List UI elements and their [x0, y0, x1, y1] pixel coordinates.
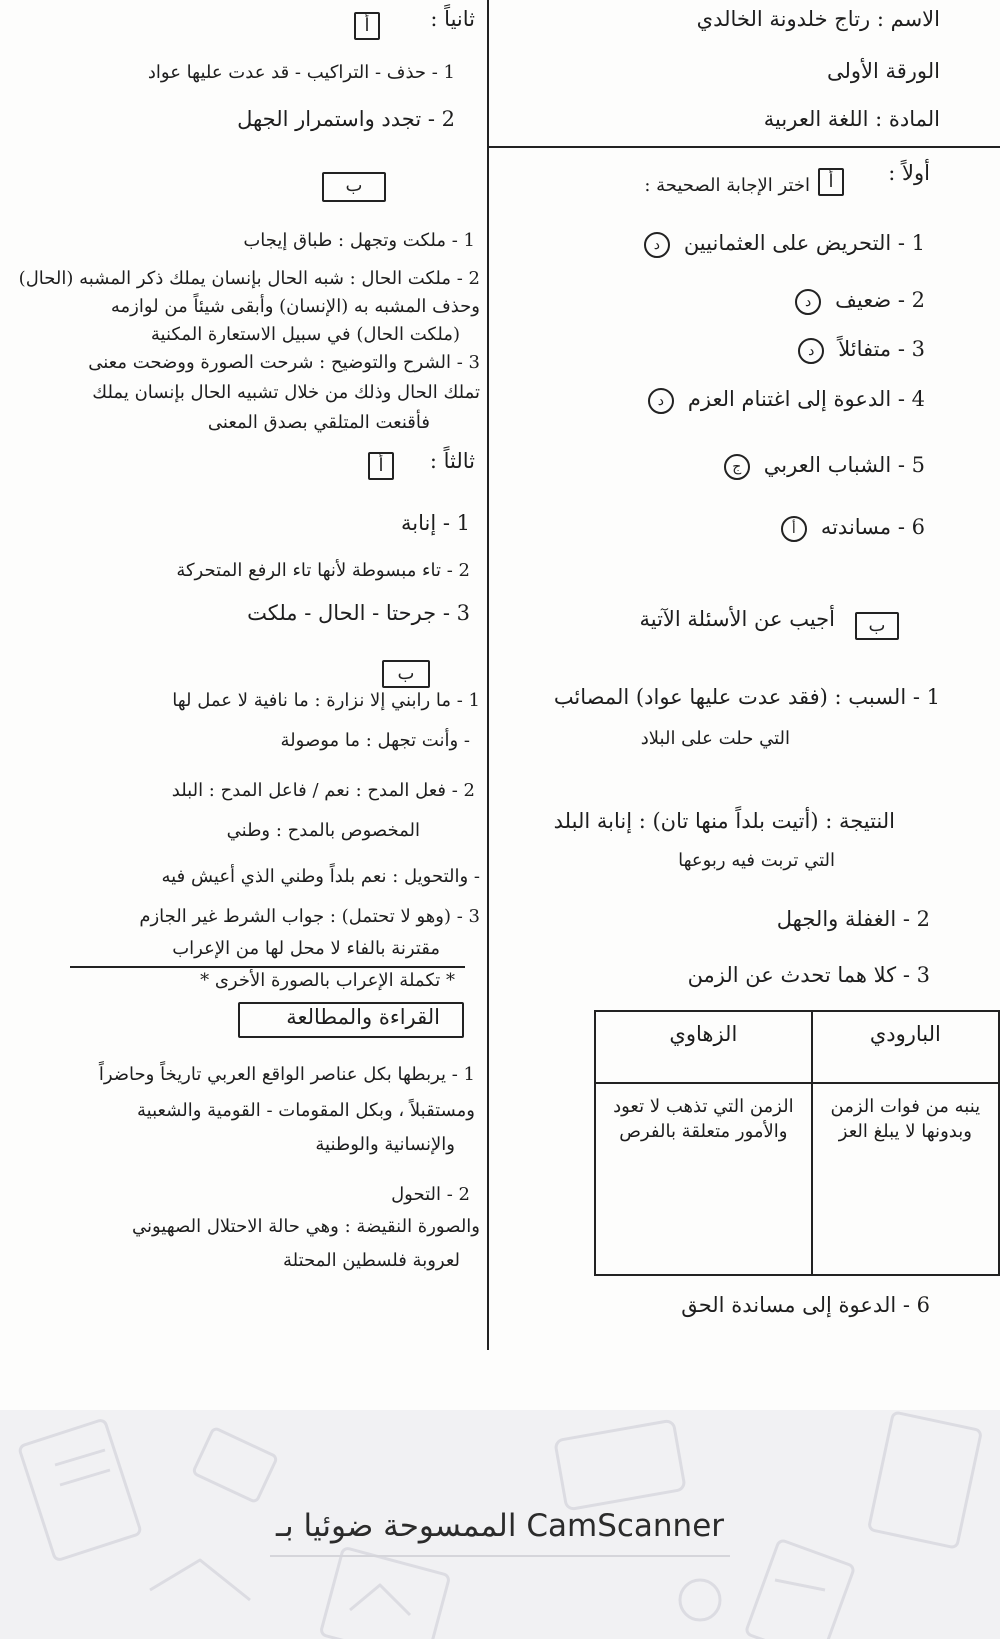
parsing-3-line2: مقترنة بالفاء لا محل لها من الإعراب [172, 938, 440, 959]
reading-title: القراءة والمطالعة [286, 1005, 440, 1029]
paper-label: الورقة الأولى [826, 59, 940, 83]
subject-label: المادة : اللغة العربية [763, 107, 940, 131]
rhetoric-3-line2: تملك الحال وذلك من خلال تشبيه الحال بإنسان يملك [92, 382, 480, 403]
section-marker-b: ب [855, 612, 899, 640]
answer-6: 6 - الدعوة إلى مساندة الحق [681, 1293, 930, 1317]
header-divider [487, 146, 1000, 148]
answer-1-result-cont: التي تربت فيه ربوعها [678, 850, 835, 871]
parsing-note: * تكملة الإعراب بالصورة الأخرى * [200, 970, 455, 991]
student-name: الاسم : رتاج خلدونة الخالدي [696, 7, 940, 31]
mcq-answer-5 [724, 452, 925, 480]
table-header-row [595, 1011, 999, 1083]
section-marker-b3: ب [382, 660, 430, 688]
mcq-text: 5 - الشباب العربي [763, 453, 925, 477]
table-cell: ينبه من فوات الزمن وبدونها لا يبلغ العز [812, 1083, 999, 1275]
center-divider [487, 0, 489, 1350]
answer-2: 2 - الغفلة والجهل [776, 907, 930, 931]
reading-2-line2: والصورة النقيضة : وهي حالة الاحتلال الصهيوني [131, 1216, 480, 1237]
mcq-answer-6 [781, 514, 925, 542]
camscanner-footer [0, 1410, 1000, 1639]
rhetoric-3-line3: فأقنعت المتلقي بصدق المعنى [207, 412, 430, 433]
table-header-cell: البارودي [812, 1011, 999, 1083]
choice-circle: د [644, 232, 670, 258]
choice-circle: د [798, 338, 824, 364]
mcq-answer-4 [648, 386, 925, 414]
reading-2-line1: 2 - التحول [391, 1184, 470, 1205]
choice-circle: د [795, 289, 821, 315]
table-cell: الزمن التي تذهب لا تعود والأمور متعلقة بالفرص [595, 1083, 812, 1275]
rhetoric-3-line1: 3 - الشرح والتوضيح : شرحت الصورة ووضحت معنى [88, 352, 480, 373]
parsing-3-line1: 3 - (وهو لا تحتمل) : جواب الشرط غير الجازم [139, 906, 480, 927]
reading-1-line2: ومستقبلاً ، وبكل المقومات - القومية والشعبية [136, 1100, 475, 1121]
parsing-1-line1: 1 - ما رابني إلا نزارة : ما نافية لا عمل لها [172, 690, 480, 711]
section-marker-a2: أ [354, 12, 380, 40]
rhetoric-2-line1: 2 - ملكت الحال : شبه الحال بإنسان يملك ذكر المشبه (الحال) [18, 268, 480, 289]
answer-1-cause: 1 - السبب : (فقد عدت عليها عواد) المصائب [553, 685, 940, 709]
comparison-table [594, 1010, 1000, 1276]
grammar-3: 3 - جرحتا - الحال - ملكت [247, 601, 470, 625]
footer-caption: الممسوحة ضوئيا بـ CamScanner [275, 1508, 725, 1544]
parsing-2-line2: المخصوص بالمدح : وطني [226, 820, 420, 841]
mcq-answer-2 [795, 287, 925, 315]
section-marker-a: أ [818, 168, 844, 196]
section-third-title: ثالثاً : [429, 449, 475, 473]
section-marker-b2: ب [322, 172, 386, 202]
parsing-conversion: - والتحويل : نعم بلداً وطني الذي أعيش فيه [161, 866, 480, 887]
syntax-answer-2: 2 - تجدد واستمرار الجهل [237, 107, 455, 131]
choice-circle: د [648, 388, 674, 414]
underline [70, 966, 465, 968]
parsing-2-line1: 2 - فعل المدح : نعم / فاعل المدح : البلد [171, 780, 475, 801]
mcq-text: 4 - الدعوة إلى اغتنام العزم [687, 387, 925, 411]
reading-1-line1: 1 - يربطها بكل عناصر الواقع العربي تاريخاً وحاضراً [98, 1064, 475, 1085]
choice-circle: أ [781, 516, 807, 542]
mcq-text: 6 - مساندته [820, 515, 925, 539]
choice-circle: ج [724, 454, 750, 480]
instruction-choose: اختر الإجابة الصحيحة : [644, 175, 810, 196]
instruction-answer: أجيب عن الأسئلة الآتية [639, 607, 835, 631]
section-marker-a3: أ [368, 452, 394, 480]
grammar-2: 2 - تاء مبسوطة لأنها تاء الرفع المتحركة [176, 560, 470, 581]
table-row [595, 1083, 999, 1275]
mcq-text: 2 - ضعيف [835, 288, 925, 312]
answer-1-result: النتيجة : (أتيت بلداً منها تان) : إنابة البلد [553, 809, 895, 833]
reading-1-line3: والإنسانية والوطنية [315, 1134, 455, 1155]
table-header-cell: الزهاوي [595, 1011, 812, 1083]
mcq-text: 3 - متفائلاً [838, 337, 925, 361]
answer-1-cause-cont: التي حلت على البلاد [640, 728, 790, 749]
rhetoric-2-line2: وحذف المشبه به (الإنسان) وأبقى شيئاً من لوازمه [110, 296, 480, 317]
rhetoric-2-line3: (ملكت الحال) في سبيل الاستعارة المكنية [150, 324, 460, 345]
section-first-title: أولاً : [888, 161, 930, 185]
section-second-title: ثانياً : [430, 7, 475, 31]
reading-2-line3: لعروبة فلسطين المحتلة [283, 1250, 460, 1271]
mcq-text: 1 - التحريض على العثمانيين [683, 231, 925, 255]
rhetoric-1: 1 - ملكت وتجهل : طباق إيجاب [243, 230, 475, 251]
grammar-1: 1 - إنابة [400, 511, 470, 535]
answer-3: 3 - كلا هما تحدث عن الزمن [687, 963, 930, 987]
parsing-1-line2: - وأنت تجهل : ما موصولة [280, 730, 470, 751]
mcq-answer-3 [798, 336, 925, 364]
mcq-answer-1 [644, 230, 925, 258]
footer-underline [270, 1555, 730, 1557]
syntax-answer-1: 1 - حذف - التراكيب - قد عدت عليها عواد [147, 62, 455, 83]
